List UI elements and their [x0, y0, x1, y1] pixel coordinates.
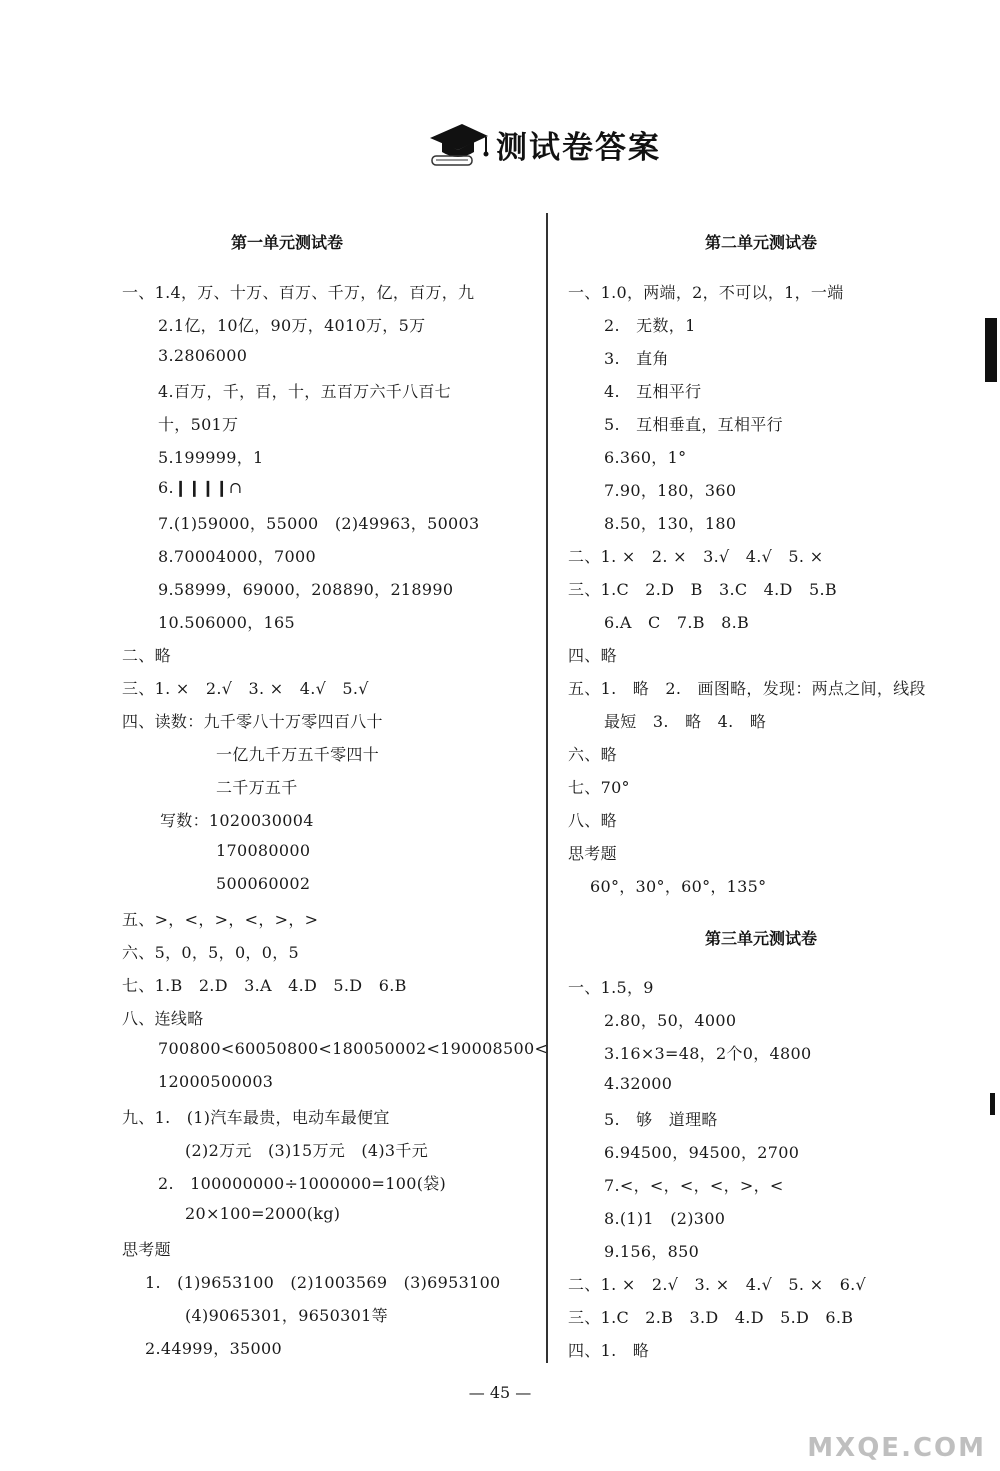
answer-line: 1. (1)9653100 (2)1003569 (3)6953100 — [145, 1273, 501, 1292]
answer-line: 2. 无数，1 — [604, 316, 696, 335]
answer-line: 2.1亿，10亿，90万，4010万，5万 — [158, 316, 426, 335]
answer-line: 4.百万，千，百，十，五百万六千八百七 — [158, 382, 451, 401]
answer-line: 二千万五千 — [216, 778, 298, 797]
answer-line: 2.44999，35000 — [145, 1339, 282, 1358]
column-divider — [546, 213, 548, 1363]
answer-line: 60°，30°，60°，135° — [590, 877, 767, 896]
answer-line: 2.80，50，4000 — [604, 1011, 737, 1030]
answer-line: 6.94500，94500，2700 — [604, 1143, 800, 1162]
page-number: — 45 — — [468, 1383, 532, 1402]
answer-line: 5. 够 道理略 — [604, 1110, 718, 1129]
answer-line: 9.156，850 — [604, 1242, 700, 1261]
answer-line: 七、70° — [568, 778, 630, 797]
answer-line: 二、1. × 2.√ 3. × 4.√ 5. × 6.√ — [568, 1275, 867, 1294]
section-title-unit2: 第二单元测试卷 — [705, 233, 818, 252]
answer-line: 8.50，130，180 — [604, 514, 737, 533]
answer-line: 一、1.0，两端，2，不可以，1，一端 — [568, 283, 844, 302]
answer-line: 六、略 — [568, 745, 617, 764]
answer-line: 7.<，<，<，<，>，< — [604, 1176, 784, 1195]
answer-line: (2)2万元 (3)15万元 (4)3千元 — [185, 1141, 429, 1160]
answer-line: 思考题 — [122, 1240, 171, 1259]
answer-line: 6.A C 7.B 8.B — [604, 613, 750, 632]
answer-line: 三、1.C 2.B 3.D 4.D 5.D 6.B — [568, 1308, 854, 1327]
answer-line: 20×100=2000(kg) — [185, 1204, 341, 1223]
answer-line: 四、略 — [568, 646, 617, 665]
answer-line: 三、1.C 2.D B 3.C 4.D 5.B — [568, 580, 837, 599]
answer-line: 3.16×3=48，2个0，4800 — [604, 1044, 812, 1063]
answer-line: 8.(1)1 (2)300 — [604, 1209, 726, 1228]
page-title: 测试卷答案 — [496, 130, 661, 166]
answer-line: 二、1. × 2. × 3.√ 4.√ 5. × — [568, 547, 824, 566]
answer-line: 4. 互相平行 — [604, 382, 702, 401]
answer-line: 4.32000 — [604, 1074, 673, 1093]
answer-line: 一亿九千万五千零四十 — [216, 745, 380, 764]
answer-line: 12000500003 — [158, 1072, 274, 1091]
answer-line: 五、>，<，>，<，>，> — [122, 910, 319, 929]
scan-edge-mark — [985, 318, 997, 382]
answer-line: 5.199999，1 — [158, 448, 264, 467]
answer-line: 八、略 — [568, 811, 617, 830]
answer-line: 写数：1020030004 — [160, 811, 314, 830]
answer-line: 6.❙❙❙❙∩ — [158, 478, 243, 497]
answer-line: 三、1. × 2.√ 3. × 4.√ 5.√ — [122, 679, 369, 698]
answer-line: 七、1.B 2.D 3.A 4.D 5.D 6.B — [122, 976, 407, 995]
answer-line: 六、5，0，5，0，0，5 — [122, 943, 299, 962]
answer-line: 8.70004000，7000 — [158, 547, 316, 566]
scan-edge-mark — [990, 1093, 995, 1115]
answer-line: 700800<60050800<180050002<190008500< — [158, 1039, 549, 1058]
answer-line: 一、1.5，9 — [568, 978, 654, 997]
answer-line: 五、1. 略 2. 画图略，发现：两点之间，线段 — [568, 679, 926, 698]
answer-line: 170080000 — [216, 841, 311, 860]
answer-line: 3.2806000 — [158, 346, 248, 365]
answer-line: 7.(1)59000，55000 (2)49963，50003 — [158, 514, 480, 533]
watermark: MXQE.COM — [807, 1433, 986, 1463]
answer-line: 四、1. 略 — [568, 1341, 650, 1360]
page-header — [0, 118, 1000, 178]
answer-line: (4)9065301，9650301等 — [185, 1306, 388, 1325]
answer-line: 十，501万 — [158, 415, 239, 434]
answer-line: 二、略 — [122, 646, 171, 665]
answer-line: 八、连线略 — [122, 1009, 204, 1028]
answer-line: 2. 100000000÷1000000=100(袋) — [158, 1174, 447, 1193]
answer-line: 500060002 — [216, 874, 311, 893]
answer-line: 思考题 — [568, 844, 617, 863]
answer-line: 9.58999，69000，208890，218990 — [158, 580, 454, 599]
section-title-unit3: 第三单元测试卷 — [705, 929, 818, 948]
answer-line: 九、1. (1)汽车最贵，电动车最便宜 — [122, 1108, 390, 1127]
answer-line: 5. 互相垂直，互相平行 — [604, 415, 783, 434]
graduation-cap-icon — [428, 118, 490, 170]
answer-line: 3. 直角 — [604, 349, 669, 368]
answer-line: 最短 3. 略 4. 略 — [604, 712, 767, 731]
answer-line: 四、读数：九千零八十万零四百八十 — [122, 712, 383, 731]
answer-line: 10.506000，165 — [158, 613, 295, 632]
section-title-unit1: 第一单元测试卷 — [231, 233, 344, 252]
answer-line: 7.90，180，360 — [604, 481, 737, 500]
answer-line: 一、1.4，万、十万、百万、千万，亿，百万，九 — [122, 283, 475, 302]
answer-line: 6.360，1° — [604, 448, 687, 467]
